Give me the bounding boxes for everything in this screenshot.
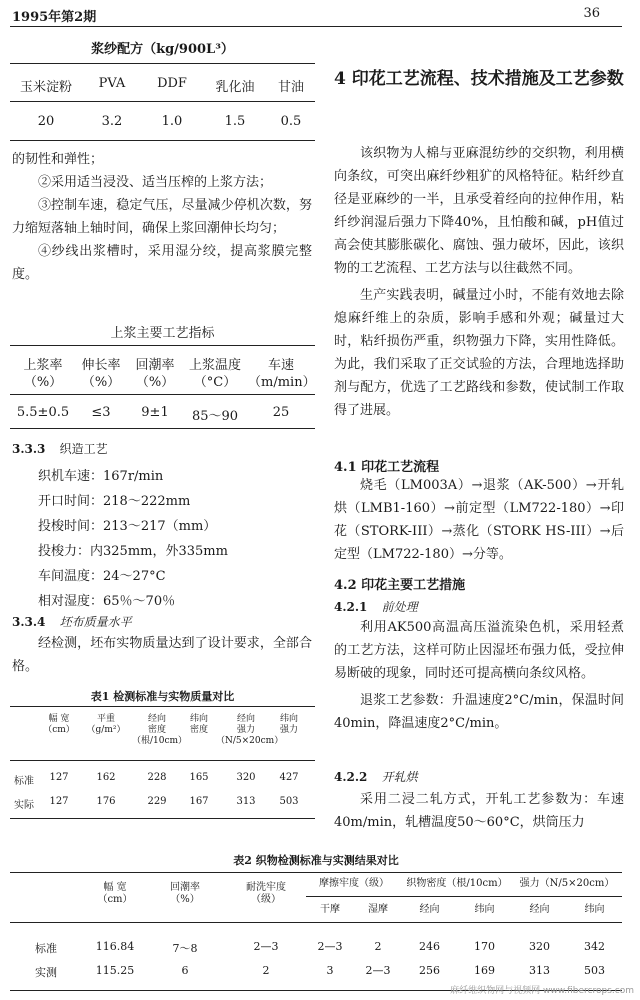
watermark: 麻纤维织物网与视频网 www.fibercrops.com (450, 986, 634, 996)
recipe-value: 1.0 (161, 114, 183, 129)
t1-cell: 162 (96, 772, 116, 783)
t2-cell: 115.25 (95, 964, 135, 977)
t2-subheader: 经向 (419, 904, 440, 915)
left-text-block (12, 148, 312, 286)
t2-subheader: 经向 (529, 904, 550, 915)
section-4-body (334, 142, 624, 422)
t2-cell: 320 (529, 940, 550, 953)
paragraph: 退浆工艺参数：升温速度2°C/min，保温时间40min，降温速度2°C/min。 (334, 693, 624, 731)
pretreatment-text (334, 616, 624, 735)
index-bottom-rule (10, 428, 315, 429)
t1-cell: 427 (279, 772, 299, 783)
table1-caption: 表1 检测标准与实物质量对比 (90, 690, 235, 703)
t2-cell: 169 (474, 964, 495, 977)
recipe-value: 3.2 (101, 114, 123, 129)
table1-mid-rule (10, 760, 315, 761)
weaving-param: 投梭力：内325mm，外335mm (38, 544, 228, 559)
paragraph: 的韧性和弹性； (12, 152, 104, 167)
table1-top-rule (10, 706, 315, 707)
t2-cell: 3 (326, 964, 334, 977)
t2-header-strength: 强力（N/5×20cm） (519, 878, 615, 889)
weaving-param: 织机车速：167r/min (38, 469, 164, 484)
recipe-bottom-rule (10, 140, 315, 141)
t1-cell: 127 (49, 772, 69, 783)
t2-cell: 503 (584, 964, 605, 977)
paragraph: 烧毛（LM003A）→退浆（AK-500）→开轧烘（LMB1-160）→前定型（LM722-180）→印花（STORK-III）→蒸化（STORK HS-III）→后定型（LM722-180）→分等。 (334, 478, 624, 562)
t2-header-moisture: 回潮率 （%） (170, 882, 200, 905)
recipe-col-header: PVA (98, 76, 126, 91)
index-col-unit: （%） (23, 375, 63, 390)
t1-header: 经向 强力 （N/5×20cm） (216, 714, 284, 746)
weaving-param: 开口时间：218～222mm (38, 494, 191, 509)
index-value: 9±1 (141, 405, 169, 420)
quality-text (12, 632, 312, 678)
index-col-unit: （%） (135, 375, 175, 390)
t2-cell: 2 (374, 940, 382, 953)
t1-header: 平重 （g/m²） (86, 714, 126, 735)
weaving-param: 相对湿度：65％～70％ (38, 594, 176, 609)
index-value: ≤3 (91, 405, 111, 420)
recipe-col-header: 玉米淀粉 (19, 80, 72, 95)
recipe-col-header: 乳化油 (215, 80, 255, 95)
section-number: 3.3.4 (12, 615, 46, 629)
section-422-heading (334, 768, 418, 785)
recipe-value: 20 (37, 114, 55, 129)
t1-header: 经向 密度 （根/10cm） (132, 714, 188, 746)
paragraph: 采用二浸二轧方式，开轧工艺参数为：车速40m/min，轧槽温度50～60°C，烘筒压力 (334, 792, 624, 830)
t1-header: 纬向 强力 (279, 714, 298, 735)
index-top-rule (10, 345, 315, 346)
t1-cell: 320 (236, 772, 256, 783)
t2-cell: 2—3 (317, 940, 343, 953)
paragraph: 利用AK500高温高压溢流染色机，采用轻煮的工艺方法，这样可防止因湿坯布强力低，受拉伸易断破的现象，同时还可提高横向条纹风格。 (334, 620, 624, 681)
index-value: 5.5±0.5 (16, 405, 70, 420)
t2-cell: 256 (419, 964, 440, 977)
t2-subheader: 湿摩 (368, 904, 388, 915)
index-col-unit: （%） (81, 375, 121, 390)
t2-cell: 116.84 (95, 940, 135, 953)
journal-issue: 1995年第2期 (12, 10, 97, 25)
index-col-unit: （°C） (193, 375, 237, 390)
list-item: ③控制车速，稳定气压，尽量减少停机次数，努力缩短落轴上轴时间，确保上浆回潮伸长均匀； (12, 198, 312, 236)
t1-cell: 503 (279, 796, 299, 807)
padding-text (334, 788, 624, 834)
t2-header-rub: 摩擦牢度（级） (319, 878, 389, 889)
t1-cell: 176 (96, 796, 116, 807)
index-value: 25 (272, 405, 290, 420)
page-number: 36 (583, 6, 600, 21)
t2-subheader: 干摩 (320, 904, 340, 915)
table2-caption: 表2 织物检测标准与实测结果对比 (233, 854, 399, 867)
t2-cell: 342 (584, 940, 605, 953)
t2-header-washfast: 耐洗牢度 （级） (246, 882, 286, 905)
table2-subheader-rule (306, 896, 622, 897)
t2-row-label: 实测 (35, 966, 57, 979)
t1-cell: 165 (189, 772, 209, 783)
section-41-heading: 4.1 印花工艺流程 (334, 460, 440, 475)
t2-cell: 6 (181, 964, 189, 977)
index-col-header: 车速 (267, 358, 294, 373)
section-421-heading (334, 598, 418, 615)
t2-cell: 170 (474, 940, 495, 953)
index-col-unit: （m/min） (248, 375, 316, 390)
recipe-col-header: DDF (157, 76, 187, 91)
t2-subheader: 纬向 (584, 904, 605, 915)
t2-header-density: 织物密度（根/10cm） (406, 878, 508, 889)
index-col-header: 回潮率 (135, 358, 175, 373)
recipe-value: 1.5 (224, 114, 246, 129)
t1-row-label: 标准 (14, 776, 34, 787)
table2-top-rule (10, 872, 622, 873)
index-col-header: 伸长率 (81, 358, 121, 373)
section-4-title: 4 印花工艺流程、技术措施及工艺参数 (334, 69, 624, 89)
index-col-header: 上浆率 (23, 358, 63, 373)
t2-cell: 2—3 (253, 940, 279, 953)
table1-bottom-rule (10, 818, 315, 819)
weaving-param: 投梭时间：213～217（mm） (38, 519, 217, 534)
t2-row-label: 标准 (35, 942, 57, 955)
index-mid-rule (10, 394, 315, 395)
t1-cell: 313 (236, 796, 256, 807)
sizing-index-caption: 上浆主要工艺指标 (110, 326, 215, 341)
t2-cell: 2 (262, 964, 270, 977)
t2-header-width: 幅 宽 （cm） (97, 882, 133, 905)
section-heading-334 (12, 613, 132, 630)
process-flow (334, 474, 624, 566)
t2-cell: 246 (419, 940, 440, 953)
t2-cell: 7～8 (172, 942, 198, 955)
section-title: 坯布质量水平 (59, 615, 132, 629)
header-rule (10, 26, 622, 27)
list-item: ②采用适当浸没、适当压榨的上浆方法； (38, 175, 273, 190)
t2-cell: 2—3 (365, 964, 391, 977)
index-value: 85～90 (191, 409, 239, 424)
recipe-mid-rule (10, 101, 315, 102)
list-item: ④纱线出浆槽时，采用湿分绞，提高浆膜完整度。 (12, 244, 312, 282)
t2-cell: 313 (529, 964, 550, 977)
t1-header: 幅 宽 （cm） (43, 714, 75, 735)
paragraph: 生产实践表明，碱量过小时，不能有效地去除熄麻纤维上的杂质，影响手感和外观；碱量过大时，粘纤损伤严重，织物强力下降，实用性降低。为此，我们采取了正交试验的方法，合理地选择助剂与配方，优选了工艺路线和参数，使试制工作取得了进展。 (334, 288, 624, 418)
t1-cell: 228 (147, 772, 167, 783)
section-heading-333 (12, 440, 108, 457)
t1-header: 纬向 密度 (189, 714, 208, 735)
recipe-col-header: 甘油 (277, 80, 304, 95)
table2-mid-rule (10, 922, 622, 923)
section-title: 织造工艺 (59, 442, 108, 456)
paragraph: 该织物为人棉与亚麻混纺纱的交织物，利用横向条纹，可突出麻纤纱粗犷的风格特征。粘纤纱直径是亚麻纱的一半，且承受着经向的拉伸作用，粘纤纱润湿后强力下降40%，且怕酸和碱，pH值过高会使其膨胀碳化、腐蚀、强力破坏，因此，该织物的工艺流程、工艺方法与以往截然不同。 (334, 146, 624, 276)
t2-subheader: 纬向 (474, 904, 495, 915)
section-number: 4.2.2 (334, 770, 368, 784)
recipe-top-rule (10, 63, 315, 64)
sizing-recipe-caption: 浆纱配方（kg/900L³） (91, 42, 234, 57)
t1-cell: 127 (49, 796, 69, 807)
t1-row-label: 实际 (14, 800, 34, 811)
t1-cell: 229 (147, 796, 167, 807)
section-number: 3.3.3 (12, 442, 46, 456)
index-col-header: 上浆温度 (188, 358, 241, 373)
section-title: 开轧烘 (381, 770, 418, 784)
paragraph: 经检测，坯布实物质量达到了设计要求，全部合格。 (12, 636, 312, 674)
t1-cell: 167 (189, 796, 209, 807)
section-title: 前处理 (381, 600, 418, 614)
recipe-value: 0.5 (280, 114, 302, 129)
weaving-param: 车间温度：24～27°C (38, 569, 166, 584)
section-42-heading: 4.2 印花主要工艺措施 (334, 578, 466, 593)
section-number: 4.2.1 (334, 600, 368, 614)
